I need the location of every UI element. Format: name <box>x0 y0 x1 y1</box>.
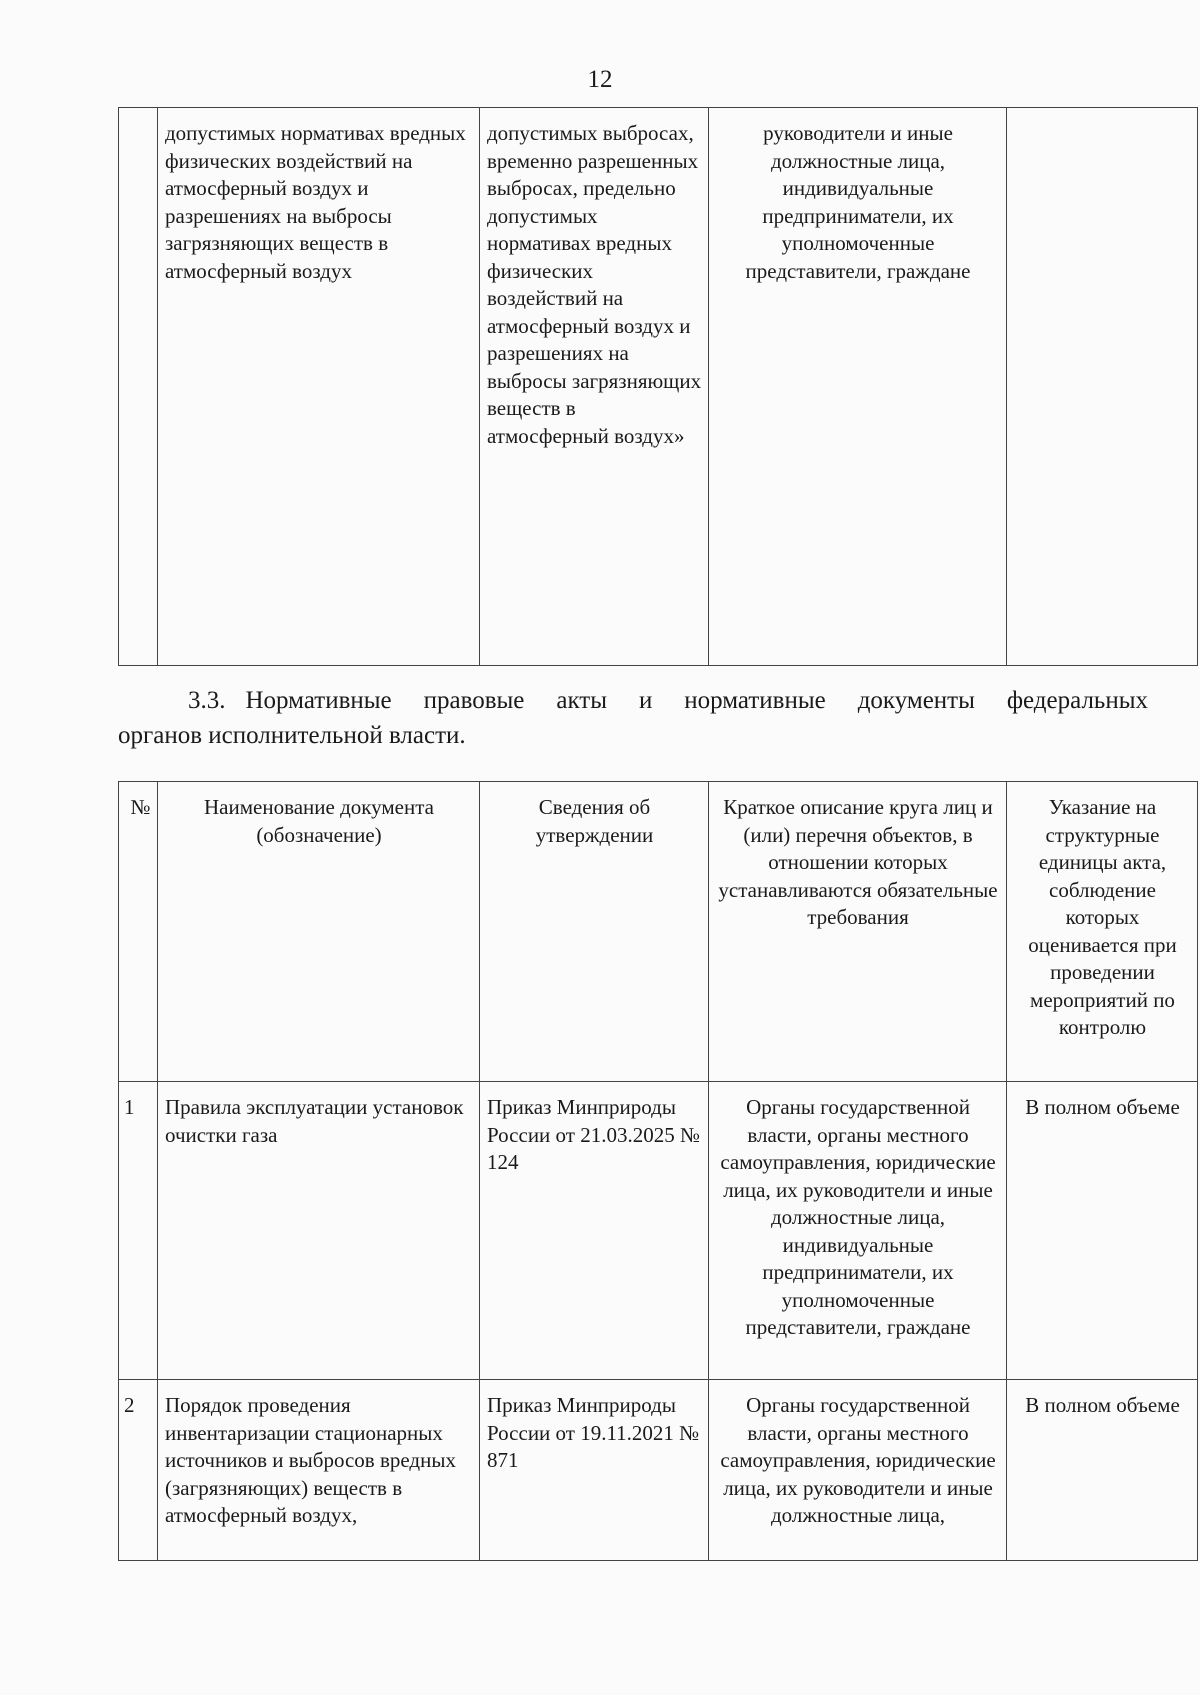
section-number: 3.3. <box>188 687 226 714</box>
cell-document-name: Правила эксплуатации установок очистки газа <box>158 1082 480 1380</box>
table-row <box>119 108 1198 666</box>
cell-indication: В полном объеме <box>1007 1380 1198 1561</box>
normative-acts-table <box>118 781 1198 1561</box>
cell-description: Органы государственной власти, органы местного самоуправления, юридические лица, их руководители и иные должностные лица, индивидуальные предприниматели, их уполномоченные представители, граждане <box>709 1082 1007 1380</box>
header-no: № <box>119 782 158 1082</box>
header-description: Краткое описание круга лиц и (или) перечня объектов, в отношении которых устанавливаются обязательные требования <box>709 782 1007 1082</box>
section-title-line2: органов исполнительной власти. <box>118 722 466 749</box>
cell-document-name: допустимых нормативах вредных физических воздействий на атмосферный воздух и разрешениях на выбросы загрязняющих веществ в атмосферный воздух <box>158 108 480 666</box>
header-approval: Сведения об утверждении <box>480 782 709 1082</box>
section-heading-line1 <box>118 683 1148 718</box>
header-document-name: Наименование документа (обозначение) <box>158 782 480 1082</box>
page-number: 12 <box>587 66 613 93</box>
section-heading <box>118 683 1148 753</box>
cell-no: 2 <box>119 1380 158 1561</box>
table-row <box>119 1082 1198 1380</box>
cell-description: Органы государственной власти, органы местного самоуправления, юридические лица, их руководители и иные должностные лица, <box>709 1380 1007 1561</box>
cell-approval: Приказ Минприроды России от 19.11.2021 № 871 <box>480 1380 709 1561</box>
cell-document-name: Порядок проведения инвентаризации стационарных источников и выбросов вредных (загрязняющих) веществ в атмосферный воздух, <box>158 1380 480 1561</box>
cell-description: руководители и иные должностные лица, индивидуальные предприниматели, их уполномоченные представители, граждане <box>709 108 1007 666</box>
table-header-row <box>119 782 1198 1082</box>
cell-approval: Приказ Минприроды России от 21.03.2025 № 124 <box>480 1082 709 1380</box>
cell-approval: допустимых выбросах, временно разрешенных выбросах, предельно допустимых нормативах вредных физических воздействий на атмосферный воздух и разрешениях на выбросы загрязняющих веществ в атмосферный воздух» <box>480 108 709 666</box>
table-row <box>119 1380 1198 1561</box>
header-indication: Указание на структурные единицы акта, соблюдение которых оценивается при проведении мероприятий по контролю <box>1007 782 1198 1082</box>
continuation-table <box>118 107 1198 666</box>
cell-indication <box>1007 108 1198 666</box>
section-title-line1: Нормативные правовые акты и нормативные документы федеральных <box>245 687 1148 714</box>
cell-indication: В полном объеме <box>1007 1082 1198 1380</box>
cell-no <box>119 108 158 666</box>
cell-no: 1 <box>119 1082 158 1380</box>
